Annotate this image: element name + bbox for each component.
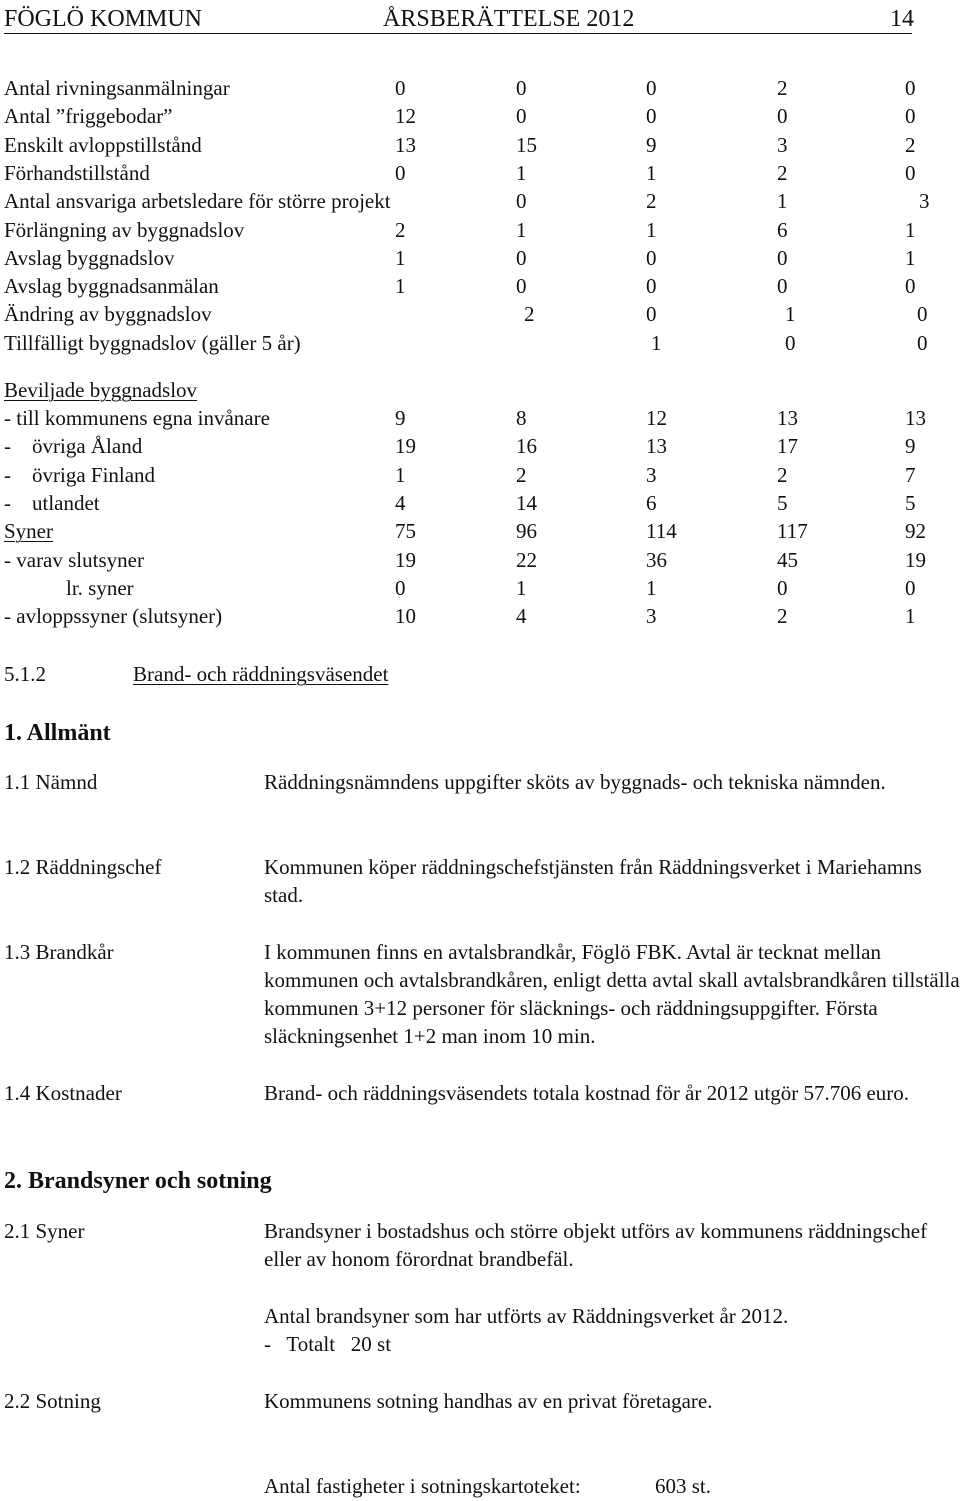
row-value-col5: 1 xyxy=(905,217,916,242)
row-value-col5: 0 xyxy=(905,104,916,129)
text-kostnader: Brand- och räddningsväsendets totala kostnad för år 2012 utgör 57.706 euro. xyxy=(264,1081,910,1105)
table-row xyxy=(0,329,960,357)
row-label: lr. syner xyxy=(66,575,134,600)
row-label: Tillfälligt byggnadslov (gäller 5 år) xyxy=(4,330,301,355)
row-value-col2: 4 xyxy=(516,604,527,629)
table-row xyxy=(0,272,960,300)
text-syner: Brandsyner i bostadshus och större objekt utförs av kommunens räddningschef eller av honom förordnat brandbefäl. xyxy=(264,1219,928,1271)
row-value-col2: 0 xyxy=(516,104,527,129)
term-raddningschef: 1.2 Räddningschef xyxy=(4,855,162,879)
row-value-col4: 6 xyxy=(777,217,788,242)
row-value-col4: 0 xyxy=(777,274,788,299)
row-value-col2: 1 xyxy=(516,575,527,600)
table-row xyxy=(0,131,960,159)
table-row xyxy=(0,574,960,602)
row-value-col4: 0 xyxy=(777,104,788,129)
row-value-col3: 12 xyxy=(646,406,667,430)
row-value-col5: 92 xyxy=(905,519,926,544)
row-value-col5: 0 xyxy=(917,302,928,327)
row-value-col4: 2 xyxy=(777,160,788,185)
municipality-name: FÖGLÖ KOMMUN xyxy=(4,6,203,32)
text-sotning: Kommunens sotning handhas av en privat företagare. xyxy=(264,1389,713,1413)
row-value-col3: 114 xyxy=(646,519,677,544)
row-label: Avslag byggnadsanmälan xyxy=(4,274,219,299)
row-value-col1: 0 xyxy=(395,76,406,100)
row-value-col5: 13 xyxy=(905,406,926,430)
table-row xyxy=(0,244,960,272)
row-value-col2: 0 xyxy=(516,274,527,299)
row-value-col2: 22 xyxy=(516,547,537,572)
row-label: - utlandet xyxy=(4,490,100,515)
row-value-col1: 1 xyxy=(395,462,406,487)
table-row xyxy=(0,216,960,244)
heading-brandsyner: 2. Brandsyner och sotning xyxy=(4,1168,272,1194)
row-value-col4: 0 xyxy=(777,575,788,600)
table-row xyxy=(0,461,960,489)
row-label: - avloppssyner (slutsyner) xyxy=(4,604,223,629)
row-value-col2: 2 xyxy=(516,462,527,487)
term-syner: 2.1 Syner xyxy=(4,1219,85,1243)
row-value-col2: 8 xyxy=(516,406,527,430)
table-row xyxy=(0,546,960,574)
row-value-col1: 2 xyxy=(395,217,406,242)
row-value-col3: 1 xyxy=(646,575,657,600)
text-brandkar: I kommunen finns en avtalsbrandkår, Föglö FBK. Avtal är tecknat mellan kommunen och avtalsbrandkåren, enligt detta avtal skall avtalsbrandkåren tillställa kommunen 3+12 personer för släcknings- och räddningsuppgifter. Första släckningsenhet 1+2 man inom 10 min. xyxy=(264,940,960,1048)
row-value-col1: 10 xyxy=(395,604,416,629)
row-value-col3: 0 xyxy=(646,274,657,299)
row-value-col3: 3 xyxy=(646,462,657,487)
term-brandkar: 1.3 Brandkår xyxy=(4,940,114,964)
fastigheter-value: 603 st. xyxy=(655,1474,712,1498)
row-value-col4: 17 xyxy=(777,434,798,459)
syner-count-text: Antal brandsyner som har utförts av Räddningsverket år 2012. xyxy=(264,1304,789,1328)
text-namnd: Räddningsnämndens uppgifter sköts av byggnads- och tekniska nämnden. xyxy=(264,770,886,794)
syner-total: - Totalt 20 st xyxy=(264,1332,392,1356)
table-row xyxy=(0,300,960,328)
report-title: ÅRSBERÄTTELSE 2012 xyxy=(383,6,635,32)
row-label: Ändring av byggnadslov xyxy=(4,302,212,327)
row-value-col2: 16 xyxy=(516,434,537,459)
row-value-col4: 0 xyxy=(785,330,796,355)
row-value-col2: 0 xyxy=(516,189,527,214)
row-value-col3: 6 xyxy=(646,490,657,515)
row-value-col4: 2 xyxy=(777,76,788,100)
fastigheter-label: Antal fastigheter i sotningskartoteket: xyxy=(264,1474,581,1498)
row-value-col3: 0 xyxy=(646,302,657,327)
row-value-col1: 13 xyxy=(395,132,416,157)
section-number: 5.1.2 xyxy=(4,662,46,686)
row-value-col5: 0 xyxy=(905,76,916,100)
row-value-col5: 2 xyxy=(905,132,916,157)
row-value-col5: 5 xyxy=(905,490,916,515)
row-label: Antal ”friggebodar” xyxy=(4,104,173,129)
row-value-col2: 1 xyxy=(516,217,527,242)
row-value-col1: 9 xyxy=(395,406,406,430)
row-value-col1: 0 xyxy=(395,160,406,185)
table-row xyxy=(0,517,960,545)
row-label: - varav slutsyner xyxy=(4,547,144,572)
table-row xyxy=(0,102,960,130)
row-value-col5: 9 xyxy=(905,434,916,459)
row-value-col4: 3 xyxy=(777,132,788,157)
row-value-col5: 0 xyxy=(905,274,916,299)
row-value-col5: 0 xyxy=(905,575,916,600)
row-value-col4: 2 xyxy=(777,462,788,487)
row-value-col1: 1 xyxy=(395,274,406,299)
row-value-col2: 0 xyxy=(516,76,527,100)
row-value-col4: 0 xyxy=(777,245,788,270)
row-value-col1: 19 xyxy=(395,434,416,459)
row-value-col1: 4 xyxy=(395,490,406,515)
heading-allmant: 1. Allmänt xyxy=(4,720,111,746)
row-value-col1: 12 xyxy=(395,104,416,129)
row-label: Enskilt avloppstillstånd xyxy=(4,132,202,157)
row-value-col1: 0 xyxy=(395,575,406,600)
term-sotning: 2.2 Sotning xyxy=(4,1389,101,1413)
row-value-col5: 1 xyxy=(905,604,916,629)
row-value-col3: 36 xyxy=(646,547,667,572)
row-value-col3: 1 xyxy=(646,160,657,185)
row-value-col5: 0 xyxy=(917,330,928,355)
row-value-col3: 13 xyxy=(646,434,667,459)
row-label: Antal rivningsanmälningar xyxy=(4,76,230,100)
row-value-col5: 3 xyxy=(919,189,930,214)
row-value-col5: 7 xyxy=(905,462,916,487)
table-row xyxy=(0,489,960,517)
row-value-col1: 75 xyxy=(395,519,416,544)
section-title: Brand- och räddningsväsendet xyxy=(133,662,389,686)
row-label: Syner xyxy=(4,519,53,544)
row-label: - övriga Finland xyxy=(4,462,156,487)
row-label: Förlängning av byggnadslov xyxy=(4,217,245,242)
row-value-col1: 19 xyxy=(395,547,416,572)
approved-permits-title: Beviljade byggnadslov xyxy=(4,378,198,402)
row-value-col3: 3 xyxy=(646,604,657,629)
row-label: - övriga Åland xyxy=(4,434,143,459)
table-row xyxy=(0,404,960,432)
row-value-col3: 0 xyxy=(646,245,657,270)
row-value-col4: 5 xyxy=(777,490,788,515)
row-value-col3: 1 xyxy=(646,217,657,242)
row-value-col4: 2 xyxy=(777,604,788,629)
header-rule xyxy=(4,33,912,34)
row-value-col2: 96 xyxy=(516,519,537,544)
term-kostnader: 1.4 Kostnader xyxy=(4,1081,122,1105)
row-value-col2: 2 xyxy=(524,302,535,327)
row-value-col2: 14 xyxy=(516,490,537,515)
term-namnd: 1.1 Nämnd xyxy=(4,770,98,794)
table-row xyxy=(0,159,960,187)
page-header xyxy=(0,4,940,36)
row-value-col2: 1 xyxy=(516,160,527,185)
page-number: 14 xyxy=(890,6,914,32)
row-value-col3: 0 xyxy=(646,104,657,129)
row-value-col3: 0 xyxy=(646,76,657,100)
row-value-col4: 117 xyxy=(777,519,808,544)
row-label: Antal ansvariga arbetsledare för större projekt xyxy=(4,189,391,214)
row-value-col5: 0 xyxy=(905,160,916,185)
table-row xyxy=(0,74,960,102)
row-value-col2: 15 xyxy=(516,132,537,157)
table-row xyxy=(0,187,960,215)
row-value-col2: 0 xyxy=(516,245,527,270)
row-value-col4: 13 xyxy=(777,406,798,430)
row-value-col5: 1 xyxy=(905,245,916,270)
text-raddningschef: Kommunen köper räddningschefstjänsten från Räddningsverket i Mariehamns stad. xyxy=(264,855,922,907)
row-label: Förhandstillstånd xyxy=(4,160,150,185)
row-value-col3: 1 xyxy=(651,330,662,355)
row-value-col3: 9 xyxy=(646,132,657,157)
row-value-col1: 1 xyxy=(395,245,406,270)
row-value-col3: 2 xyxy=(646,189,657,214)
row-label: - till kommunens egna invånare xyxy=(4,406,270,430)
table-row xyxy=(0,432,960,460)
row-value-col4: 1 xyxy=(777,189,788,214)
row-value-col5: 19 xyxy=(905,547,926,572)
row-label: Avslag byggnadslov xyxy=(4,245,175,270)
row-value-col4: 45 xyxy=(777,547,798,572)
row-value-col4: 1 xyxy=(785,302,796,327)
table-row xyxy=(0,602,960,630)
